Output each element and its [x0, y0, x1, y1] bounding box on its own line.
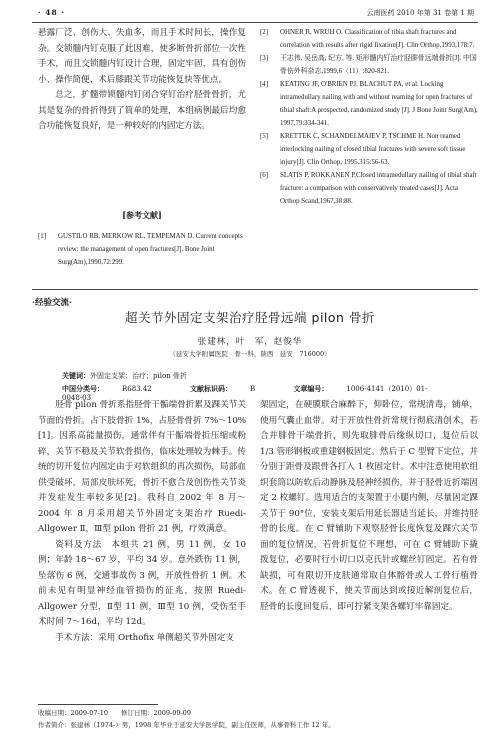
reference-item: [260, 130, 478, 169]
doc-code-label: 文献标识码：: [190, 384, 232, 393]
reference-item: [38, 230, 246, 269]
doc-code-value: B: [250, 385, 256, 393]
received-date: 收稿日期：2009-07-10 修订日期：2009-09-09: [38, 709, 191, 717]
body-paragraph: 手术方法：采用 Orthofix 单侧超关节外固定支: [55, 632, 235, 643]
reference-text: GUSTILO RB, MERKOW RL, TEMPEMAN D. Current concepts review: the management of open fractures[J]. Bone Joint Surg(Am),1990,72:299.: [58, 233, 243, 266]
reference-text: SLATIS P, ROKKANEN P.Closed intramedullary nailing of tibial shaft fracture: a comparison with conservatively treated cases[J]. Acta Orthop Scand,1967,38:88.: [280, 172, 477, 205]
section-divider: [32, 289, 478, 290]
reference-number: [5]: [260, 133, 269, 140]
article-affiliation: （延安大学附属医院 骨一科，陕西 延安 716000）: [169, 350, 331, 358]
section-label: ·经验交流·: [32, 298, 72, 308]
conclusion-paragraph-2: 总之，扩髓带锁髓内钉闭合穿钉治疗胫骨骨折，尤其是复杂的骨折得到了简单的处理，本组病例最后均愈合功能恢复良好，是一种较好的内固定方法。: [38, 90, 246, 131]
reference-number: [1]: [38, 233, 47, 240]
body-paragraph: 架固定，在硬膜联合麻醉下，仰卧位，常规清毒，铺单，使用气囊止血带。对于开放性骨折常规行彻底清创术，若合并腓骨干端骨折，则先取腓骨后缘纵切口，复位后以 1/3 管形钢板或重建钢板固定。然后于 C 型臂下定位，并分别于距骨及跟骨各打入 1 枚固定针。术中注意使用软组织套筒以防软后动静脉及胫神经损伤，并于胫骨近折端固定 2 枚螺钉。选用适合的支架置于小腿内侧，尽量固定踝关节于 90°位，安装支架后用延长器适当延长，并维持胫骨的长度。在 C 臂辅助下观察胫骨长度恢复及踝穴关节面的复位情况，若骨折复位不理想，可在 C 臂辅助下撬拨复位，必要时行小切口以克氏针或螺丝钉固定。若有骨缺损，可有限切开皮肤通常取自体髂骨或人工骨行植骨术。在 C 臂透视下，使关节面达到或接近解剖复位后，胫骨的长度回复后，即可拧紧支架各螺钉牢靠固定。: [260, 400, 478, 612]
journal-info: 云南医药 2010 年第 31 卷第 1 期: [366, 9, 474, 17]
article-no-value: 1006-4141（2010）01-0048-03: [62, 385, 428, 402]
article-title: 超关节外固定支架治疗胫骨远端 pilon 骨折: [125, 310, 375, 325]
references-left: [38, 230, 246, 269]
header-rule: [32, 22, 478, 23]
reference-number: [3]: [260, 55, 269, 62]
body-left-column: [38, 398, 246, 646]
keywords-value: 外固定支架；治疗；pilon 骨折: [90, 372, 187, 380]
keywords-label: 关键词：: [62, 371, 90, 380]
article-no-label: 文章编号：: [293, 384, 329, 393]
conclusion-paragraph-1: 悬露厂泛、创伤大、失血多，而且手术时间长，操作复杂。交锁髓内钉克服了此因难，使多断骨折部位一次性手术，而且交锁髓内钉设计合理，固定牢固，具有创伤小、操作简便、术后膝跟关节功能恢复快等优点。: [38, 28, 246, 85]
reference-number: [2]: [260, 29, 269, 36]
references-right: [260, 26, 478, 208]
reference-text: 王志伟, 吴岳高, 纪方, 等. 矩形髓内钉治疗胫腓骨远端骨折[J]. 中国骨伤外科杂志,1999,6（11）:820-821.: [280, 55, 477, 75]
author-bio: 作者简介：张建林（1974-）男，1998 年毕业于延安大学医学院，副主任医师，从事骨科工作 12 年。: [38, 721, 335, 729]
reference-text: KEATING JF, O'BRIEN PJ, BLACHUT PA, et al. Locking intramedullary nailing with and without reaming for open fractures of tibial shaft:A prospected, randomized study [J]. J Bone Joint Surg(Am), 1997,79:334-341.: [280, 81, 478, 127]
reference-item: [260, 169, 478, 208]
references-heading: [参考文献]: [122, 210, 162, 220]
body-right-column: [260, 398, 478, 615]
running-header: [0, 6, 500, 20]
reference-item: [260, 78, 478, 130]
page-number: · 48 ·: [38, 8, 65, 17]
reference-number: [6]: [260, 172, 269, 179]
body-paragraph: 胫骨 pilon 骨折系指胫骨干骺端骨折累及踝关节关节面的骨折。占下肢骨折 1%，占胫骨骨折 7%～10%[1]。因系高能量损伤，通常伴有干骺端骨折压缩或粉碎，关节不稳及关节软骨损伤，临床处理较为棘手。传统的切开复位内固定由于对软组织的再次损伤，局部血供受破坏，局部皮肤坏死，骨折不愈合及创伤性关节炎并发症发生率较多见[2]。我科自 2002 年 8 月～2004 年 8 月采用超关节外固定支架治疗 Ruedi-Allgower Ⅱ，Ⅲ型 pilon 骨折 21 例，疗效满意。: [38, 400, 246, 534]
clc-label: 中国分类号：: [62, 384, 104, 393]
keywords-line: [62, 371, 187, 381]
reference-text: OHNER R, WRUH O. Classification of tibia shaft fractures and correlation with results after rigid fixation[J]. Clin Orthop,1993,178:7.: [280, 29, 475, 49]
reference-text: KRETTEK C, SCHANDELMAIEV P, TSCHME H. Non reamed interlocking nailing of closed tibial fractures with severe soft tissue injury[J]. Clin Orthop, 1995,315:56-63.: [280, 133, 466, 166]
reference-item: [260, 52, 478, 78]
article-authors: 张建林，叶 军，赵俊华: [197, 337, 303, 347]
reference-number: [4]: [260, 81, 269, 88]
body-paragraph: 资料及方法 本组共 21 例，男 11 例，女 10 例；年龄 18～67 岁，平均 34 岁。意外跌伤 11 例，坠落伤 6 例，交通事故伤 3 例，开放性骨折 1 例。术前未见有明显神经血管损伤的征兆，按照 Ruedi-Allgower 分型，Ⅱ型 11 例，Ⅲ型 10 例，受伤至手术时间 7～16d，平均 12d。: [38, 539, 246, 627]
reference-item: [260, 26, 478, 52]
conclusion-text: [38, 26, 246, 135]
clc-value: R683.42: [122, 385, 152, 393]
footnote-rule: [38, 704, 158, 705]
